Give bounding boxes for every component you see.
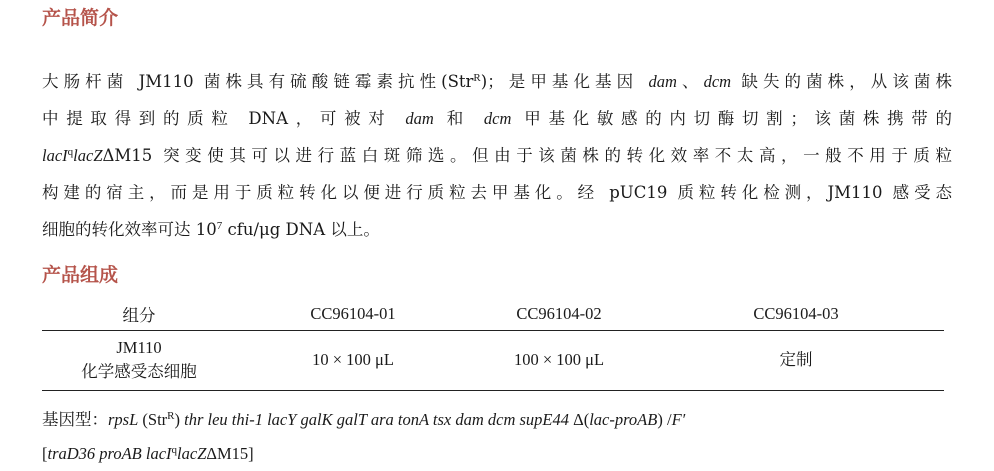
table-row xyxy=(42,330,944,390)
genotype-line-2: [traD36 proAB lacI$^q$lacZΔM15] xyxy=(42,443,254,463)
intro-line-1: 大肠杆菌 JM110 菌株具有硫酸链霉素抗性(Str$^R$)；是甲基化基因 dam、dcm 缺失的菌株，从该菌株 xyxy=(42,71,952,91)
column-header: CC96104-03 xyxy=(753,303,839,323)
section-heading-intro: 产品简介 xyxy=(42,7,119,29)
genotype xyxy=(42,403,952,471)
column-header: 组分 xyxy=(122,305,156,325)
table-cell: 100 × 100 μL xyxy=(513,350,605,369)
section-heading-composition: 产品组成 xyxy=(42,264,119,286)
intro-line-2: 中提取得到的质粒 DNA，可被对 dam 和 dcm 甲基化敏感的内切酶切割；该菌株携带的 xyxy=(42,109,952,128)
intro-line-5: 细胞的转化效率可达 $10^7$ cfu/μg DNA 以上。 xyxy=(42,219,380,239)
table-cell: 10 × 100 μL xyxy=(312,350,394,369)
table-cell: 定制 xyxy=(779,350,813,369)
column-header: CC96104-02 xyxy=(516,303,602,323)
intro-line-4: 构建的宿主，而是用于质粒转化以便进行质粒去甲基化。经 pUC19 质粒转化检测，JM110 感受态 xyxy=(42,183,952,202)
genotype-line-1: 基因型：rpsL (Str$^R$) thr leu thi-1 lacY galK galT ara tonA tsx dam dcm supE44 Δ(lac-proAB) /F′ xyxy=(42,409,686,429)
component-name-line: JM110 xyxy=(116,338,162,357)
composition-table xyxy=(42,298,944,391)
component-name-cell xyxy=(42,330,236,390)
intro-line-3: lacI$^q$lacZΔM15 突变使其可以进行蓝白斑筛选。但由于该菌株的转化效率不太高，一般不用于质粒 xyxy=(42,145,952,165)
component-name-line: 化学感受态细胞 xyxy=(81,362,197,381)
intro-paragraph xyxy=(42,63,952,248)
table-header-row xyxy=(42,298,944,330)
genotype-label: 基因型： xyxy=(42,410,108,429)
column-header: CC96104-01 xyxy=(310,303,396,323)
